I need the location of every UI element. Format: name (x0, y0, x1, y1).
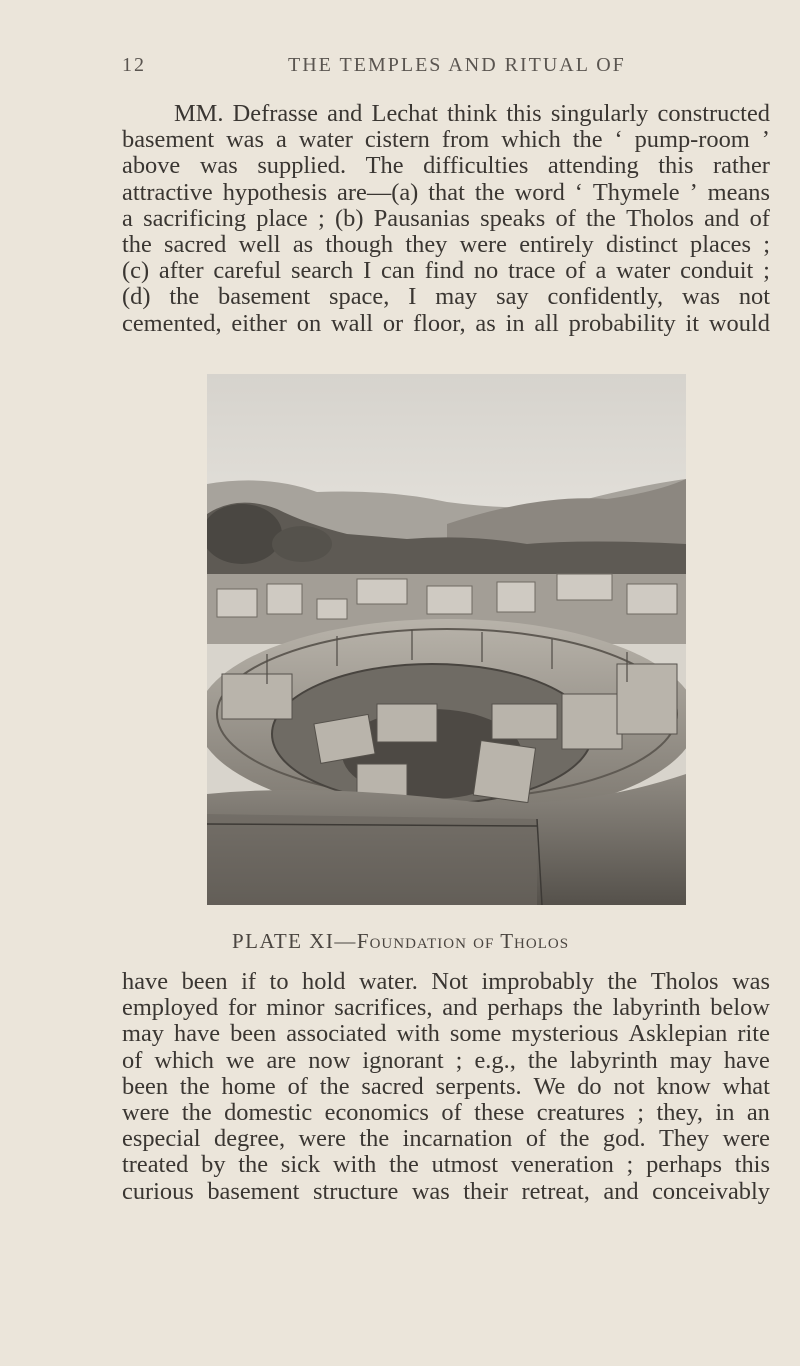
paragraph-top (122, 101, 770, 337)
text-line: have been if to hold water. Not improbably the Tholos was (122, 968, 770, 995)
page-number: 12 (122, 54, 146, 76)
text-line: a sacrificing place ; (b) Pausanias speaks of the Tholos and of (122, 204, 770, 232)
text-line: attractive hypothesis are—(a) that the word ‘ Thymele ’ means (122, 178, 770, 206)
page-header (122, 54, 770, 84)
text-line: MM. Defrasse and Lechat think this singularly constructed (174, 100, 770, 127)
text-line: were the domestic economics of these creatures ; they, in an (122, 1099, 770, 1127)
text-line: of which we are now ignorant ; e.g., the labyrinth may have (122, 1046, 770, 1074)
text-line: basement was a water cistern from which the ‘ pump-room ’ (122, 126, 770, 154)
caption-small-caps: Foundation of Tholos (356, 929, 570, 953)
plate-caption (232, 929, 652, 954)
text-line: above was supplied. The difficulties attending this rather (122, 152, 770, 180)
text-line: curious basement structure was their retreat, and conceivably (122, 1177, 770, 1205)
running-head: THE TEMPLES AND RITUAL OF (288, 54, 626, 76)
text-line: employed for minor sacrifices, and perhaps the labyrinth below (122, 994, 770, 1022)
caption-main: PLATE XI— (232, 929, 357, 953)
text-line: (c) after careful search I can find no trace of a water conduit ; (122, 257, 770, 285)
paragraph-bottom (122, 969, 770, 1205)
ruins-photo-illustration (207, 374, 686, 905)
text-line: the sacred well as though they were entirely distinct places ; (122, 231, 770, 259)
text-line: cemented, either on wall or floor, as in all probability it would (122, 309, 770, 337)
text-line: may have been associated with some mysterious Asklepian rite (122, 1020, 770, 1048)
text-line: especial degree, were the incarnation of the god. They were (122, 1125, 770, 1153)
text-line: (d) the basement space, I may say confidently, was not (122, 283, 770, 311)
plate-photograph (207, 374, 686, 905)
text-line: been the home of the sacred serpents. We do not know what (122, 1072, 770, 1100)
text-line: treated by the sick with the utmost veneration ; perhaps this (122, 1151, 770, 1179)
